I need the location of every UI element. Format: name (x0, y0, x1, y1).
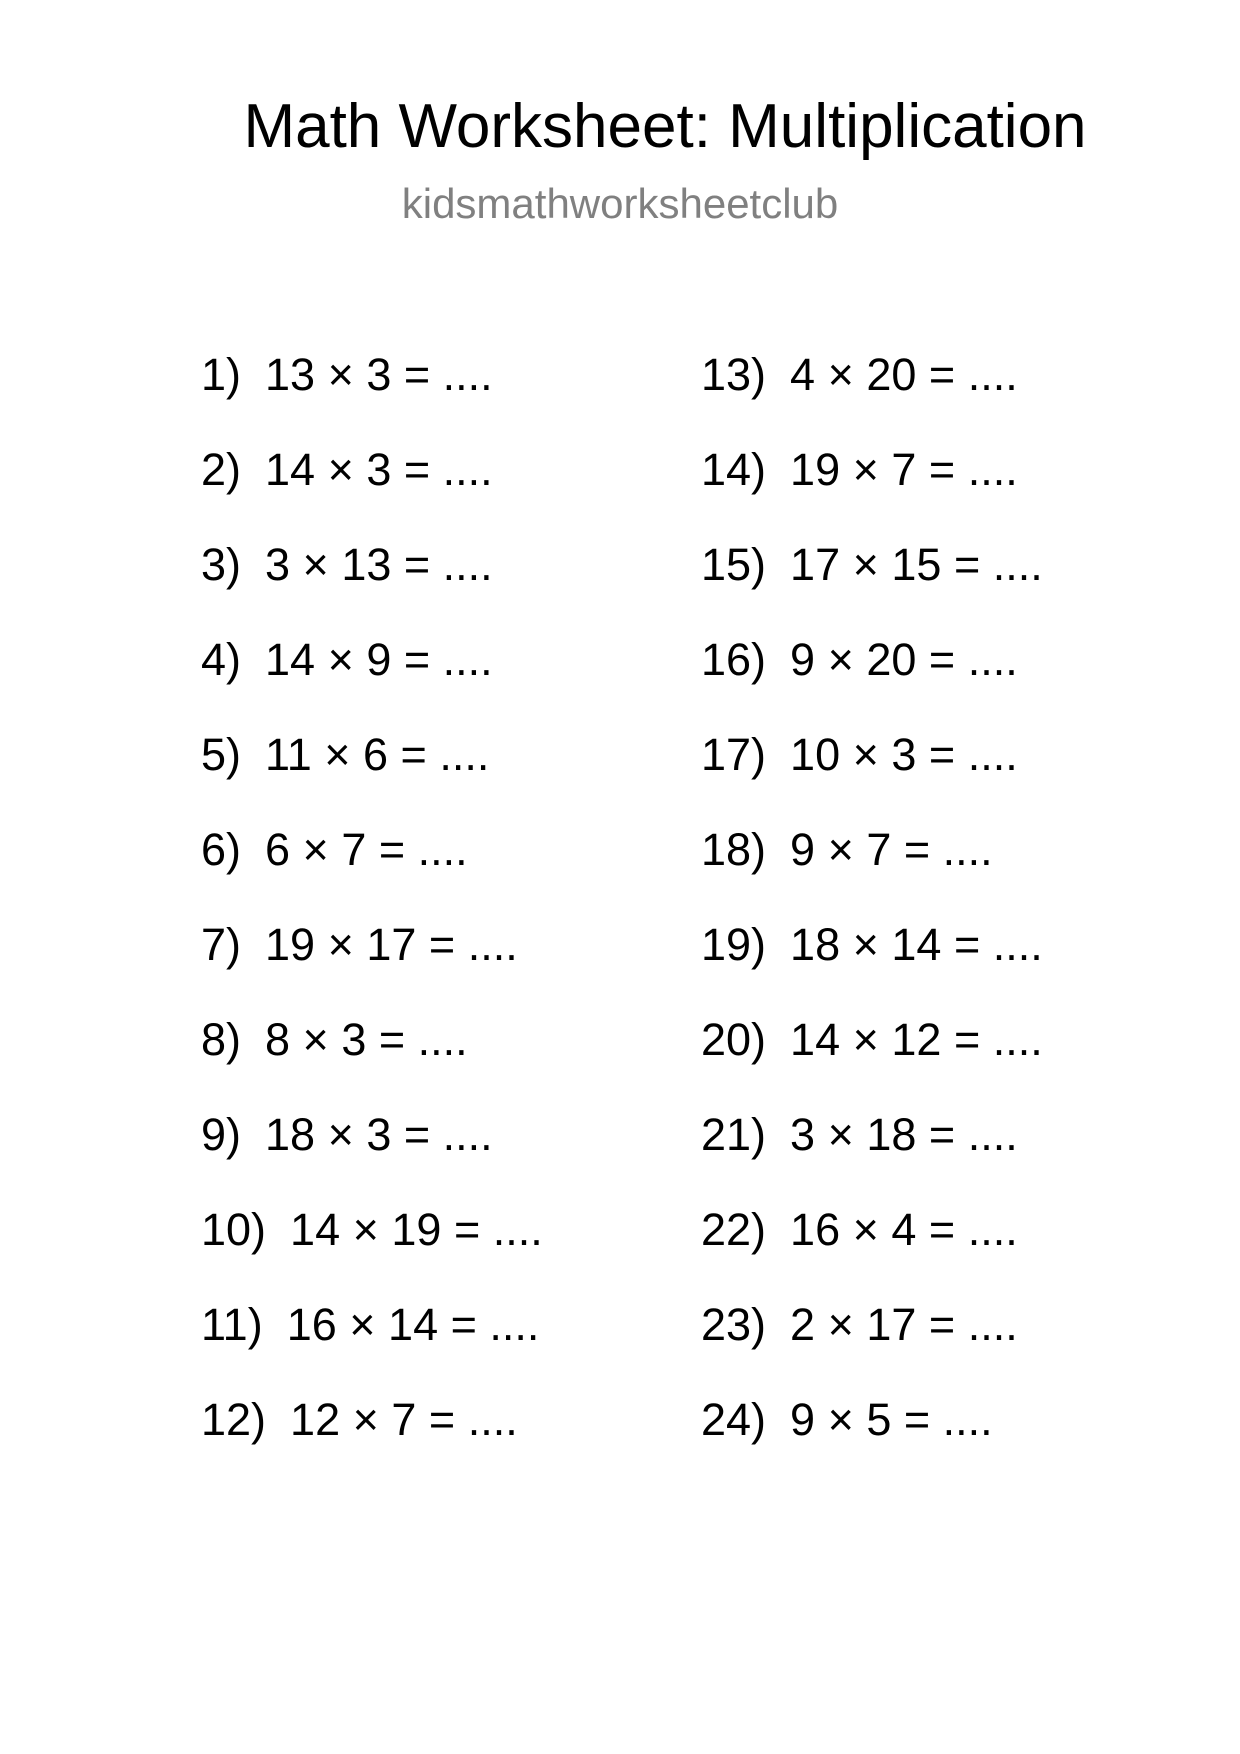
problem-expression: 18 × 3 = .... (265, 1109, 493, 1160)
problem-number: 1) (201, 349, 242, 400)
problem-number: 20) (701, 1014, 767, 1065)
problem-item (701, 1205, 1043, 1300)
problem-item (701, 920, 1043, 1015)
problem-item (701, 1300, 1043, 1395)
problem-expression: 4 × 20 = .... (790, 349, 1018, 400)
problem-item (701, 445, 1043, 540)
problem-item (201, 1300, 543, 1395)
problem-expression: 13 × 3 = .... (265, 349, 493, 400)
problem-number: 4) (201, 634, 242, 685)
problem-expression: 14 × 19 = .... (290, 1204, 543, 1255)
problem-expression: 18 × 14 = .... (790, 919, 1043, 970)
problem-item (201, 1395, 543, 1490)
problem-number: 2) (201, 444, 242, 495)
problem-expression: 8 × 3 = .... (265, 1014, 468, 1065)
worksheet-title: Math Worksheet: Multiplication (243, 92, 1087, 161)
problem-item (201, 350, 543, 445)
problem-expression: 2 × 17 = .... (790, 1299, 1018, 1350)
problem-expression: 19 × 17 = .... (265, 919, 518, 970)
problem-expression: 16 × 4 = .... (790, 1204, 1018, 1255)
problem-number: 15) (701, 539, 767, 590)
problem-number: 6) (201, 824, 242, 875)
problems-right-column (701, 350, 1043, 1490)
problem-number: 19) (701, 919, 767, 970)
problem-number: 22) (701, 1204, 767, 1255)
problem-number: 3) (201, 539, 242, 590)
problem-number: 7) (201, 919, 242, 970)
problem-item (201, 635, 543, 730)
problem-number: 8) (201, 1014, 242, 1065)
problem-item (701, 1395, 1043, 1490)
problem-expression: 14 × 12 = .... (790, 1014, 1043, 1065)
problem-expression: 14 × 9 = .... (265, 634, 493, 685)
problem-item (701, 1110, 1043, 1205)
problem-number: 14) (701, 444, 767, 495)
problem-item (201, 1015, 543, 1110)
problem-expression: 10 × 3 = .... (790, 729, 1018, 780)
problem-expression: 11 × 6 = .... (265, 729, 490, 780)
problem-item (701, 1015, 1043, 1110)
problem-item (201, 1110, 543, 1205)
problem-item (201, 445, 543, 540)
problem-number: 21) (701, 1109, 767, 1160)
problem-number: 5) (201, 729, 242, 780)
problem-expression: 19 × 7 = .... (790, 444, 1018, 495)
problem-item (201, 730, 543, 825)
problem-number: 12) (201, 1394, 267, 1445)
problem-expression: 16 × 14 = .... (286, 1299, 540, 1350)
problem-expression: 6 × 7 = .... (265, 824, 468, 875)
problem-expression: 3 × 18 = .... (790, 1109, 1018, 1160)
problem-item (701, 730, 1043, 825)
problem-item (201, 825, 543, 920)
problem-number: 24) (701, 1394, 767, 1445)
problem-number: 11) (201, 1299, 263, 1350)
problem-expression: 17 × 15 = .... (790, 539, 1043, 590)
problem-expression: 9 × 5 = .... (790, 1394, 993, 1445)
problem-item (701, 540, 1043, 635)
problem-item (701, 825, 1043, 920)
problem-item (201, 920, 543, 1015)
worksheet-subtitle: kidsmathworksheetclub (401, 180, 839, 227)
problem-expression: 12 × 7 = .... (290, 1394, 518, 1445)
problem-number: 9) (201, 1109, 242, 1160)
problem-expression: 9 × 20 = .... (790, 634, 1018, 685)
problem-item (201, 1205, 543, 1300)
problem-number: 18) (701, 824, 767, 875)
problem-expression: 14 × 3 = .... (265, 444, 493, 495)
problem-number: 16) (701, 634, 767, 685)
problem-expression: 9 × 7 = .... (790, 824, 993, 875)
problem-item (201, 540, 543, 635)
problem-number: 10) (201, 1204, 267, 1255)
problem-item (701, 635, 1043, 730)
problem-expression: 3 × 13 = .... (265, 539, 493, 590)
problem-number: 23) (701, 1299, 767, 1350)
problem-item (701, 350, 1043, 445)
problems-left-column (201, 350, 543, 1490)
problem-number: 17) (701, 729, 767, 780)
problem-number: 13) (701, 349, 767, 400)
